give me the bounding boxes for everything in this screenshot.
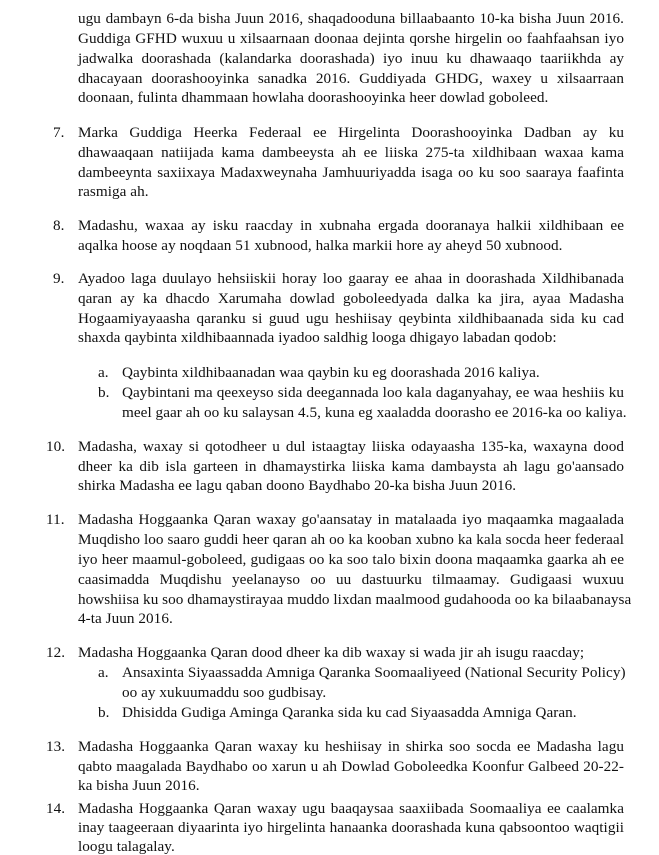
text-line: ugu dambayn 6-da bisha Juun 2016, shaqadooduna billaabaanto 10-ka bisha Juun 2016. <box>78 10 624 27</box>
text-line: Madasha Hoggaanka Qaran waxay ugu baaqaysaa saaxiibada Soomaaliya ee caalamka <box>78 800 624 817</box>
sub-item-marker: a. <box>98 664 109 681</box>
text-line: inay taageeraan diyaarinta iyo hirgelinta hanaanka doorashada kuna qabsoontoo waqtigii <box>78 819 624 836</box>
text-line: Madasha Hoggaanka Qaran waxay go'aansatay in matalaada iyo maqaamka magaalada <box>78 511 624 528</box>
text-line: shirka Madasha ee lagu qaban doono Baydhabo 20-ka bisha Juun 2016. <box>78 477 517 494</box>
text-line: doonaan, fulinta dhammaan howlaha doorashooyinka heer dowlad goboleed. <box>78 89 549 106</box>
sub-item-marker: a. <box>98 364 109 381</box>
text-line: 4-ta Juun 2016. <box>78 610 173 627</box>
text-line: dheer ka dib isla garteen in dhamaystirka liiska kama dambaysta ah lagu go'aansado <box>78 458 624 475</box>
sub-item-marker: b. <box>98 704 110 721</box>
text-line: iyo heer maamul-goboleed, gudigaas oo ka soo talo bixin doona maqaamka gaarka ah ee <box>78 551 624 568</box>
text-line: rasmiga ah. <box>78 183 149 200</box>
text-line: Ansaxinta Siyaassadda Amniga Qaranka Soomaaliyeed (National Security Policy) <box>122 664 626 681</box>
text-line: Muqdisho loo saaro guddi heer qaran ah oo ka kooban xubno ka kala socda heer federaal <box>78 531 624 548</box>
text-line: Madasha, waxay si qotodheer u dul istaagtay liiska odayaasha 135-ka, waxayna dood <box>78 438 624 455</box>
item-number: 12. <box>46 644 66 661</box>
item-number: 14. <box>46 800 66 817</box>
item-number: 9. <box>53 270 65 287</box>
text-line: shaxda qaybinta xildhibaannada iyadoo saldhig looga dhigayo labadan qodob: <box>78 329 557 346</box>
item-number: 11. <box>46 511 65 528</box>
text-line: Qaybinta xildhibaanadan waa qaybin ku eg doorashada 2016 kaliya. <box>122 364 540 381</box>
text-line: Qaybintani ma qeexeyso sida deegannada loo kala daganyahay, ee waa heshiis ku <box>122 384 624 401</box>
text-line: Dhisidda Gudiga Aminga Qaranka sida ku cad Siyaasadda Amniga Qaran. <box>122 704 577 721</box>
text-line: loogu talagalay. <box>78 838 175 855</box>
text-line: oo ay xukuumaddu soo gudbisay. <box>122 684 327 701</box>
item-number: 8. <box>53 217 65 234</box>
text-line: Hogaamiyayaasha qaranku si guud ugu heshiisay qeybinta xildhibaanada sida ku cad <box>78 310 624 327</box>
text-line: Marka Guddiga Heerka Federaal ee Hirgelinta Doorashooyinka Dadban ay ku <box>78 124 624 141</box>
text-line: qabto maagalada Baydhabo oo xarun u ah Dowlad Goboleedka Koonfur Galbeed 20-22- <box>78 758 624 775</box>
item-number: 7. <box>53 124 65 141</box>
text-line: Madasha Hoggaanka Qaran dood dheer ka dib waxay si wada jir ah isugu raacday; <box>78 644 585 661</box>
text-line: caasimadda Muqdishu yeelanayso oo uu dastuurku tilmaamay. Gudigaasi wuxuu <box>78 571 624 588</box>
text-line: dambeeynta saxiixaya Madaxweynaha Jamhuuriyadda isaga oo ku soo saaraya faafinta <box>78 164 624 181</box>
item-number: 10. <box>46 438 66 455</box>
item-number: 13. <box>46 738 66 755</box>
text-line: ka bisha Juun 2016. <box>78 777 200 794</box>
text-line: jadwalka doorashada (kalandarka doorashada) iyo inuu ku dhawaaqo taariikhda ay <box>78 50 624 67</box>
text-line: howshiisa ku soo dhamaystirayaa muddo lixdan maalmood gudahooda oo ka bilaabanaysa <box>78 591 632 608</box>
text-line: Madasha Hoggaanka Qaran waxay ku heshiisay in shirka soo socda ee Madasha lagu <box>78 738 624 755</box>
text-line: qaran ay ka dhacdo Xarumaha dowlad goboleedyada dalka ka jira, ayaa Madasha <box>78 290 624 307</box>
text-line: Ayadoo laga duulayo hehsiiskii horay loo gaaray ee ahaa in doorashada Xildhibanada <box>78 270 624 287</box>
text-line: dhacayaan doorashooyinka sanadka 2016. Guddiyada GHDG, waxey u xilsaarraan <box>78 70 624 87</box>
text-line: meel gaar ah oo ku salaysan 4.5, kuna eg xaaladda doorasho ee 2016-ka oo kaliya. <box>122 404 627 421</box>
text-line: dhawaaqaan natiijada kama dambeeysta ah ee liiska 275-ta xildhibaan waxaa kama <box>78 144 624 161</box>
text-line: Madashu, waxaa ay isku raacday in xubnaha ergada dooranaya halkii xildhibaan ee <box>78 217 624 234</box>
text-line: Guddiga GFHD wuxuu u xilsaarnaan doonaa dejinta qorshe hirgelin oo faahfaahsan iyo <box>78 30 624 47</box>
sub-item-marker: b. <box>98 384 110 401</box>
text-line: aqalka hoose ay noqdaan 51 xubnood, halka markii hore ay aheyd 50 xubnood. <box>78 237 563 254</box>
